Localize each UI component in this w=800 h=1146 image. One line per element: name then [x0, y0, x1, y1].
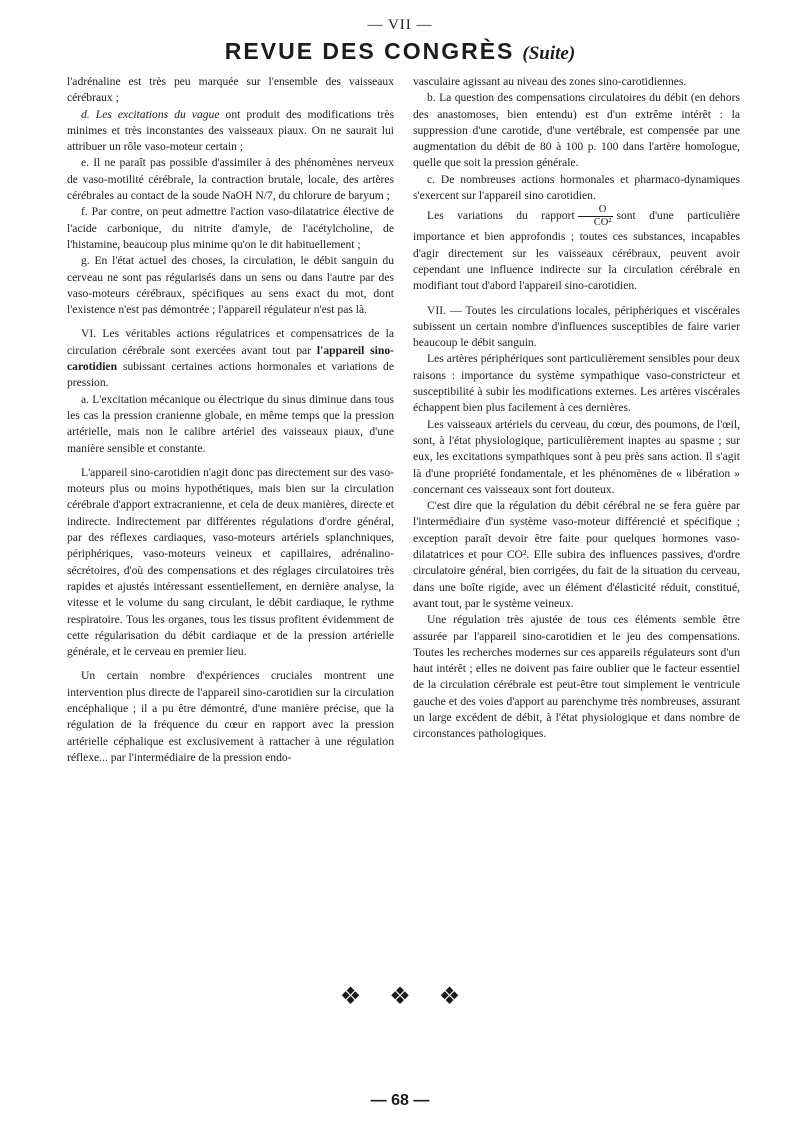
paragraph: f. Par contre, on peut admettre l'action vaso-dilatatrice élective de l'acide carbonique, du nitrite d'amyle, de l'acétylcholine, de l'histamine, beaucoup plus minime qu'on le dit habituellement ;: [67, 205, 394, 251]
paragraph: l'adrénaline est très peu marquée sur l'ensemble des vaisseaux cérébraux ;: [67, 75, 394, 105]
paragraph: g. En l'état actuel des choses, la circulation, le débit sanguin du cerveau ne sont pas régularisés dans un sens ou dans l'autre par des vaso-moteurs cérébraux, spécifiques au sens exact du mot, dont l'existence n'est pas démontrée ; l'appareil régulateur n'est pas là.: [67, 254, 394, 317]
page-header: [0, 16, 800, 68]
paragraph-text: N/7, du chlorure de baryum ;: [255, 189, 390, 203]
title-suite: (Suite): [522, 43, 576, 64]
paragraph-text: ont produit des modifications très minimes et très inconstantes des vaisseaux piaux. On ne saurait lui attribuer un rôle vaso-moteur certain ;: [67, 107, 394, 154]
emphasis-text: Les excitations du vague: [95, 107, 220, 121]
paragraph-text: e. Il ne paraît pas possible d'assimiler à des phénomènes nerveux de vaso-motilité cérébrale, la contraction brutale, locale, des artères cérébrales au contact de la soude NaOH: [67, 156, 394, 203]
right-column: [413, 74, 740, 743]
paragraph: Les artères périphériques sont particulièrement sensibles pour deux raisons : importance du système sympathique vaso-constricteur et susceptibilité à subir les modifications externes. Les artères viscérales échappent bien plus facilement à ces dernières.: [413, 352, 740, 415]
paragraph: c. De nombreuses actions hormonales et pharmaco-dynamiques s'exercent sur l'appareil sino carotidien.: [413, 172, 740, 203]
paragraph: [413, 204, 740, 294]
bold-term: l'appareil sino-carotidien: [67, 343, 394, 374]
ratio-fraction: [578, 204, 614, 229]
fraction-denominator: CO²: [593, 217, 612, 229]
fraction-numerator: O: [578, 204, 614, 217]
ornament-row: [0, 982, 800, 1011]
diamond-ornament-icon: ❖: [438, 984, 461, 1010]
diamond-ornament-icon: ❖: [339, 984, 362, 1010]
page-number: — 68 —: [370, 1092, 430, 1109]
paragraph-text: Les variations du rapport: [427, 209, 575, 223]
paragraph: vasculaire agissant au niveau des zones sino-carotidiennes.: [413, 75, 687, 88]
journal-title: REVUE DES CONGRÈS: [224, 38, 515, 64]
paragraph: VII. — Toutes les circulations locales, périphériques et viscérales subissent un certain nombre d'influences susceptibles de faire varier beaucoup le débit sanguin.: [413, 303, 740, 350]
paragraph: Une régulation très ajustée de tous ces éléments semble être assurée par l'appareil sino-carotidien et le jeu des compensations. Toutes les recherches modernes sur ces appareils régulateurs sont d'un haut intérêt ; elles ne doivent pas faire oublier que le facteur essentiel de la circulation cérébrale est peut-être tout simplement le ventricule gauche et des voies d'apport au parenchyme très nombreuses, assurant un large excédent de débit, à l'état physiologique et dans nombre de circonstances pathologiques.: [413, 613, 740, 741]
paragraph: Un certain nombre d'expériences cruciales montrent une intervention plus directe de l'appareil sino-carotidien sur la circulation encéphalique ; il a pu être démontré, d'une manière précise, que la régulation de la fréquence du cœur en rapport avec la pression artérielle céphalique est exclusivement à rattacher à une régulation réflexe... par l'intermédiaire de la pression endo-: [67, 669, 394, 764]
paragraph-text: sont d'une particulière importance et bien approfondis ; toutes ces substances, incapables d'agir directement sur les vaisseaux cérébraux, peuvent avoir cependant une influence indirecte sur la circulation cérébrale en modifiant tout d'abord l'appareil sino-carotidien.: [413, 209, 740, 293]
paragraph: a. L'excitation mécanique ou électrique du sinus diminue dans tous les cas la pression cranienne globale, en même temps que la pression artérielle, mais non le calibre artériel des vaisseaux piaux, d'une manière sensible et constante.: [67, 392, 394, 455]
paragraph: Les vaisseaux artériels du cerveau, du cœur, des poumons, de l'œil, sont, à l'état physiologique, particulièrement inaptes au spasme ; sur eux, les excitations sympathiques sont à peu près sans action. Il s'agit là d'une propriété fondamentale, et les phénomènes de « libération » concernant ces vaisseaux sont fort douteux.: [413, 417, 740, 496]
paragraph: [67, 326, 394, 391]
section-folio: — VII —: [367, 17, 433, 33]
paragraph-text: VI. Les véritables actions régulatrices et compensatrices de la circulation cérébrale sont exercées avant tout par: [67, 327, 394, 357]
paragraph: L'appareil sino-carotidien n'agit donc pas directement sur des vaso-moteurs plus ou moins hypothétiques, mais bien sur la circulation cérébrale d'apport extracranienne, et cela de deux manières, directe et indirecte. Indirectement par différentes régulations d'ordre général, par des réflexes cardiaques, vaso-moteurs artériels splanchniques, périphériques, vaso-moteurs veineux et capillaires, adrénalino-sécrétoires, d'où des compensations et des réglages circulatoires très rapides et ajustés intéressant essentiellement, en dernière analyse, la vitesse et le volume du sang circulant, le débit cardiaque, le rythme respiratoire. Tous les organes, tous les tissus profitent évidemment de cette régularisation du débit cardiaque et de la pression artérielle générale, et le cerveau en premier lieu.: [67, 465, 394, 659]
paragraph: C'est dire que la régulation du débit cérébral ne se fera guère par l'intermédiaire d'un système vaso-moteur différencié et spécifique ; exception paraît devoir être faite pour quelques hormones vaso-dilatatrices et pour CO². Elle subira des influences passives, d'ordre circulatoire général, bien corrigées, du fait de la situation du cerveau, dans une boîte rigide, avec un élément d'élasticité réduit, constitué, avant tout, par le système veineux.: [413, 499, 740, 610]
left-column: [67, 74, 394, 766]
paragraph: [67, 107, 394, 156]
paragraph: b. La question des compensations circulatoires du débit (en dehors des anastomoses, bien entendu) est d'un extrême intérêt : la suppression d'une carotide, d'une vertébrale, est compensée par une augmentation du débit de 80 à 100 p. 100 dans l'artère homologue, quelle que soit la pression générale.: [413, 91, 740, 170]
item-label: d.: [81, 107, 90, 121]
paragraph: [67, 155, 394, 204]
paragraph-text: subissant certaines actions hormonales et variations de pression.: [67, 360, 394, 390]
page-title: [0, 38, 800, 68]
diamond-ornament-icon: ❖: [389, 984, 411, 1010]
